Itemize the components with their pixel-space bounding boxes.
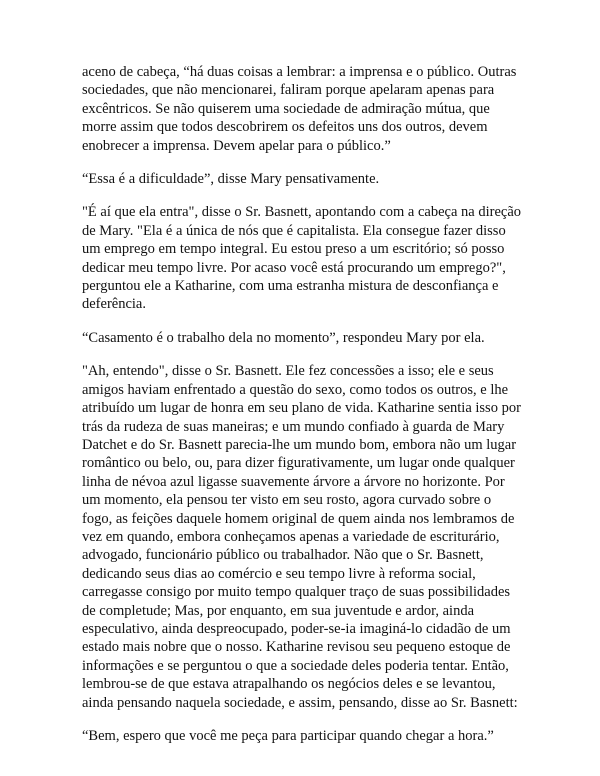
paragraph-2: “Essa é a dificuldade”, disse Mary pensativamente. [82,171,380,188]
paragraph-1: aceno de cabeça, “há duas coisas a lembrar: a imprensa e o público. Outras sociedades, que não mencionarei, faliram porque apelaram apenas para excêntricos. Se não quiserem uma sociedade de admiração mútua, que morre assim que todos descobrirem os defeitos uns dos outros, devem enobrecer a imprensa. Devem apelar para o público.” [82,64,517,154]
paragraph-3: "É aí que ela entra", disse o Sr. Basnett, apontando com a cabeça na direção de Mary. "Ela é a única de nós que é capitalista. Ela consegue fazer disso um emprego em tempo integral. Eu estou preso a um escritório; só posso dedicar meu tempo livre. Por acaso você está procurando um emprego?", perguntou ele a Katharine, com uma estranha mistura de desconfiança e deferência. [82,204,522,313]
document-body [82,63,532,745]
paragraph-6: “Bem, espero que você me peça para participar quando chegar a hora.” [82,728,494,744]
paragraph-4: “Casamento é o trabalho dela no momento”, respondeu Mary por ela. [82,329,485,346]
paragraph-5: "Ah, entendo", disse o Sr. Basnett. Ele fez concessões a isso; ele e seus amigos haviam enfrentado a questão do sexo, como todos os outros, e lhe atribuído um lugar de honra em seu plano de vida. Katharine sentia isso por trás da rudeza de suas maneiras; e um mundo confiado à guarda de Mary Datchet e do Sr. Basnett parecia-lhe um mundo bom, embora não um lugar romântico ou belo, ou, para dizer figurativamente, um lugar onde qualquer linha de névoa azul ligasse suavemente árvore a árvore no horizonte. Por um momento, ela pensou ter visto em seu rosto, agora curvado sobre o fogo, as feições daquele homem original de quem ainda nos lembramos de vez em quando, embora conheçamos apenas a variedade de escriturário, advogado, funcionário público ou trabalhador. Não que o Sr. Basnett, dedicando seus dias ao comércio e seu tempo livre à reforma social, carregasse consigo por muito tempo qualquer traço de suas possibilidades de completude; Mas, por enquanto, em sua juventude e ardor, ainda especulativo, ainda despreocupado, poder-se-ia imaginá-lo cidadão de um estado mais nobre que o nosso. Katharine revisou seu pequeno estoque de informações e se perguntou o que a sociedade deles poderia tentar. Então, lembrou-se de que estava atrapalhando os negócios deles e se levantou, ainda pensando naquela sociedade, e assim, pensando, disse ao Sr. Basnett: [82,363,521,711]
